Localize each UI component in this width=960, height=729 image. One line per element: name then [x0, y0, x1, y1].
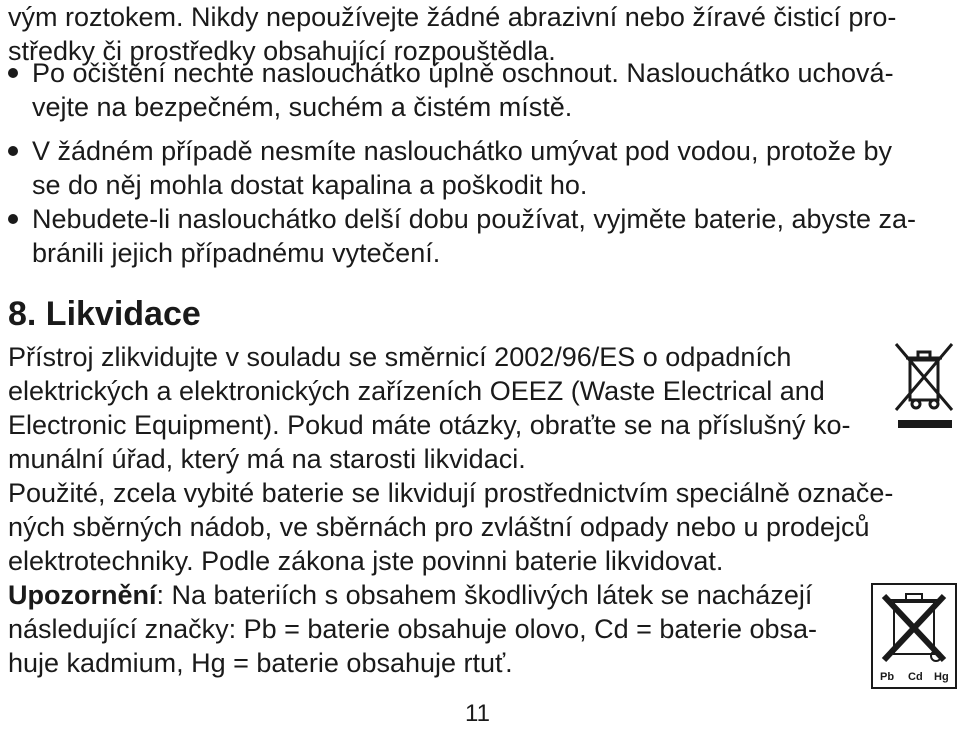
warning-text: : Na bateriích s obsahem škodlivých látek se nacházejí: [156, 580, 813, 610]
disposal-line: Použité, zcela vybité baterie se likvidují prostřednictvím speciálně označe-: [8, 478, 894, 508]
disposal-line: Electronic Equipment). Pokud máte otázky, obraťte se na příslušný ko-: [8, 410, 851, 440]
warning-line: [8, 578, 812, 612]
disposal-line: elektrotechniky. Podle zákona jste povinni baterie likvidovat.: [8, 546, 724, 576]
page-number: 11: [465, 700, 490, 727]
warning-line: následující značky: Pb = baterie obsahuje olovo, Cd = baterie obsa-: [8, 614, 817, 644]
disposal-line: elektrických a elektronických zařízeních OEEZ (Waste Electrical and: [8, 376, 825, 406]
section-heading: 8. Likvidace: [8, 295, 201, 333]
disposal-line: ných sběrných nádob, ve sběrnách pro zvláštní odpady nebo u prodejců: [8, 512, 870, 542]
battery-label-pb: Pb: [880, 671, 895, 683]
battery-label-hg: Hg: [934, 671, 949, 683]
instruction-line: V žádném případě nesmíte naslouchátko umývat pod vodou, protože by: [32, 136, 893, 166]
warning-line: huje kadmium, Hg = baterie obsahuje rtuť.: [8, 648, 513, 678]
warning-label: Upozornění: [8, 580, 157, 610]
instruction-line: Nebudete-li naslouchátko delší dobu používat, vyjměte baterie, abyste za-: [32, 204, 917, 234]
disposal-line: Přístroj zlikvidujte v souladu se směrnicí 2002/96/ES o odpadních: [8, 342, 792, 372]
bullet-icon: [8, 68, 18, 78]
battery-disposal-icon: [870, 582, 958, 690]
battery-label-cd: Cd: [908, 671, 923, 683]
instruction-line: Po očištění nechte naslouchátko úplně oschnout. Naslouchátko uchová-: [32, 58, 894, 88]
instruction-line: vým roztokem. Nikdy nepoužívejte žádné abrazivní nebo žíravé čisticí pro-: [8, 2, 897, 32]
instruction-line: vejte na bezpečném, suchém a čistém místě.: [32, 92, 573, 122]
bullet-icon: [8, 146, 18, 156]
weee-bin-icon: [892, 338, 956, 434]
instruction-line: se do něj mohla dostat kapalina a poškodit ho.: [32, 170, 588, 200]
instruction-line: středky či prostředky obsahující rozpouštědla.: [8, 36, 556, 66]
bullet-icon: [8, 214, 18, 224]
instruction-line: bránili jejich případnému vytečení.: [32, 238, 441, 268]
disposal-line: munální úřad, který má na starosti likvidaci.: [8, 444, 526, 474]
